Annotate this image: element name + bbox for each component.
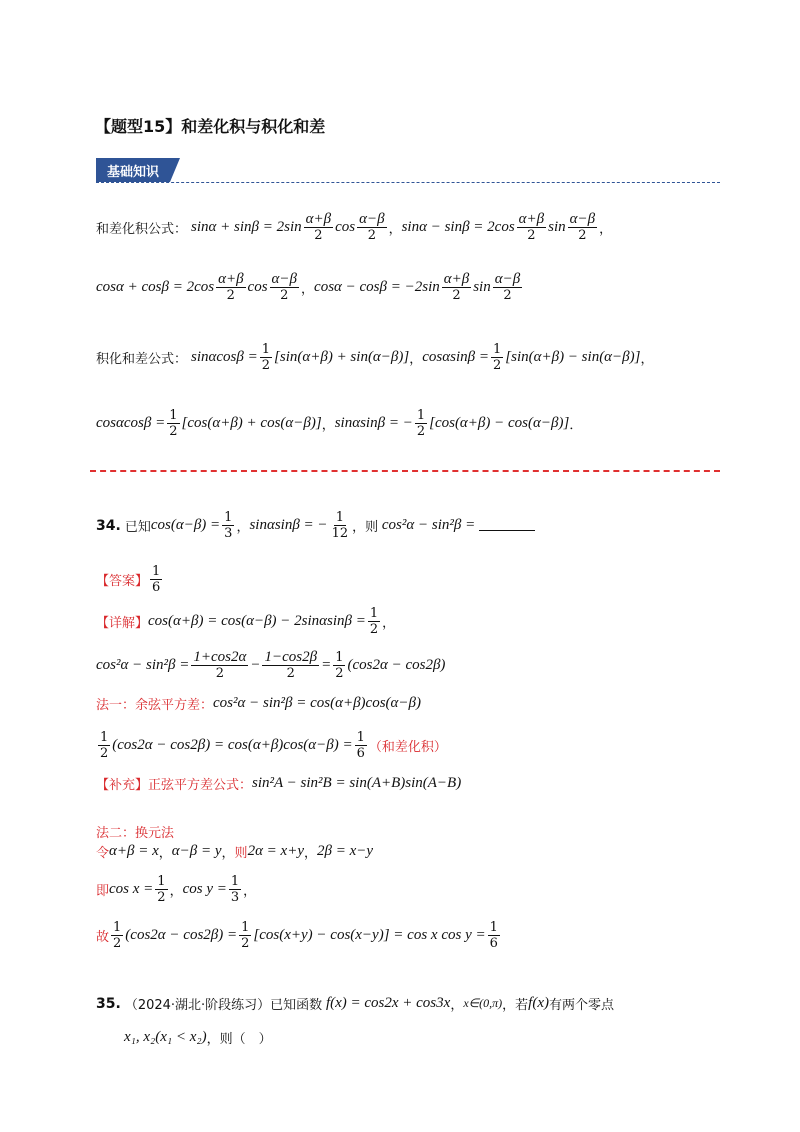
then-label: 则 bbox=[234, 846, 248, 861]
question-source: （2024·湖北·阶段练习） bbox=[124, 998, 271, 1013]
supplement-label: 【补充】正弦平方差公式： bbox=[96, 778, 253, 793]
formula-line-4: cosαcosβ = $\frac{1}{2}$ [cos(α+β) + cos(α−β)] ， sinαsinβ = − $\frac{1}{2}$ [cos(α+β) − cos(α−β)] ． bbox=[96, 408, 583, 439]
hence-label: 故 bbox=[96, 930, 110, 945]
method2-label: 法二：换元法 bbox=[96, 826, 175, 841]
answer-blank bbox=[479, 520, 535, 531]
question-34: 34. 已知 cos(α−β) = $\frac{1}{3}$ ， sinαsinβ = − $\frac{1}{12}$ ， 则 cos²α − sin²β = bbox=[96, 510, 535, 541]
answer-label: 【答案】 bbox=[96, 574, 149, 589]
formula-label-product-to-sum: 积化和差公式： bbox=[96, 352, 188, 367]
question-35-line-2: x₁, x₂(x₁ < x₂) ， 则（ ） bbox=[124, 1029, 272, 1047]
question-prefix: 已知 bbox=[124, 520, 151, 535]
question-text-2: 若 bbox=[515, 998, 529, 1013]
method2-line-3: 故 $\frac{1}{2}$ (cos2α − cos2β) = $\frac{1}{2}$ [cos(x+y) − cos(x−y)] = cos x cos y = $\frac{1}{6}$ bbox=[96, 920, 498, 951]
question-text-4: 则（ ） bbox=[219, 1032, 272, 1047]
method1-line-2: $\frac{1}{2}$ (cos2α − cos2β) = cos(α+β)cos(α−β) = $\frac{1}{6}$ （和差化积） bbox=[100, 730, 447, 761]
banner-divider bbox=[96, 182, 720, 183]
question-number: 35. bbox=[96, 995, 121, 1012]
let-label: 令 bbox=[96, 846, 110, 861]
method2-line-2: 即 cos x = $\frac{1}{2}$ ， cos y = $\frac{1}{3}$ ， bbox=[96, 874, 257, 905]
question-number: 34. bbox=[96, 517, 121, 534]
banner-tail bbox=[170, 158, 180, 182]
formula-line-1: 和差化积公式： sinα + sinβ = 2sin $\frac{\alpha+\beta}{2}$ cos $\frac{\alpha-\beta}{2}$ ， sinα − sinβ = 2cos $\frac{\alpha+\beta}{2}$ sin $\frac{\alpha-\beta}{2}$ ， bbox=[96, 211, 613, 243]
detail-label: 【详解】 bbox=[96, 616, 149, 631]
method2-header bbox=[96, 822, 174, 841]
answer-line: 【答案】 $\frac{1}{6}$ bbox=[96, 564, 161, 595]
page-title: 【题型15】和差化积与积化和差 bbox=[95, 117, 326, 136]
formula-line-3: 积化和差公式： sinαcosβ = $\frac{1}{2}$ [sin(α+β) + sin(α−β)] ， cosαsinβ = $\frac{1}{2}$ [sin(α+β) − sin(α−β)] ， bbox=[96, 342, 654, 373]
question-then: 则 bbox=[365, 520, 379, 535]
method1-note: （和差化积） bbox=[368, 740, 447, 755]
question-35: 35. （2024·湖北·阶段练习） 已知函数 f(x) = cos2x + cos3x ， x∈(0,π) ， 若 f(x) 有两个零点 bbox=[96, 995, 614, 1013]
detail-line-2: cos²α − sin²β = $\frac{1+\cos 2\alpha}{2}$ − $\frac{1-\cos 2\beta}{2}$ = $\frac{1}{2}$ (cos2α − cos2β) bbox=[96, 649, 446, 681]
question-text: 已知函数 bbox=[270, 998, 323, 1013]
formula-label-sum-to-product: 和差化积公式： bbox=[96, 222, 188, 237]
method1-label: 法一：余弦平方差： bbox=[96, 698, 214, 713]
method2-line-1: 令 α+β = x ， α−β = y ， 则 2α = x+y ， 2β = x−y bbox=[96, 843, 374, 861]
formula-line-2: cosα + cosβ = 2cos $\frac{\alpha+\beta}{2}$ cos $\frac{\alpha-\beta}{2}$ ， cosα − cosβ = −2sin $\frac{\alpha+\beta}{2}$ sin $\frac{\alpha-\beta}{2}$ bbox=[96, 271, 521, 303]
question-text-3: 有两个零点 bbox=[548, 998, 614, 1013]
so-label: 即 bbox=[96, 884, 110, 899]
detail-line: 【详解】 cos(α+β) = cos(α−β) − 2sinαsinβ = $\frac{1}{2}$ ， bbox=[96, 606, 396, 637]
method1-line: 法一：余弦平方差： cos²α − sin²β = cos(α+β)cos(α−β) bbox=[96, 695, 422, 713]
section-banner: 基础知识 bbox=[96, 158, 170, 182]
supplement-line: 【补充】正弦平方差公式： sin²A − sin²B = sin(A+B)sin(A−B) bbox=[96, 775, 462, 793]
section-separator bbox=[90, 470, 720, 472]
